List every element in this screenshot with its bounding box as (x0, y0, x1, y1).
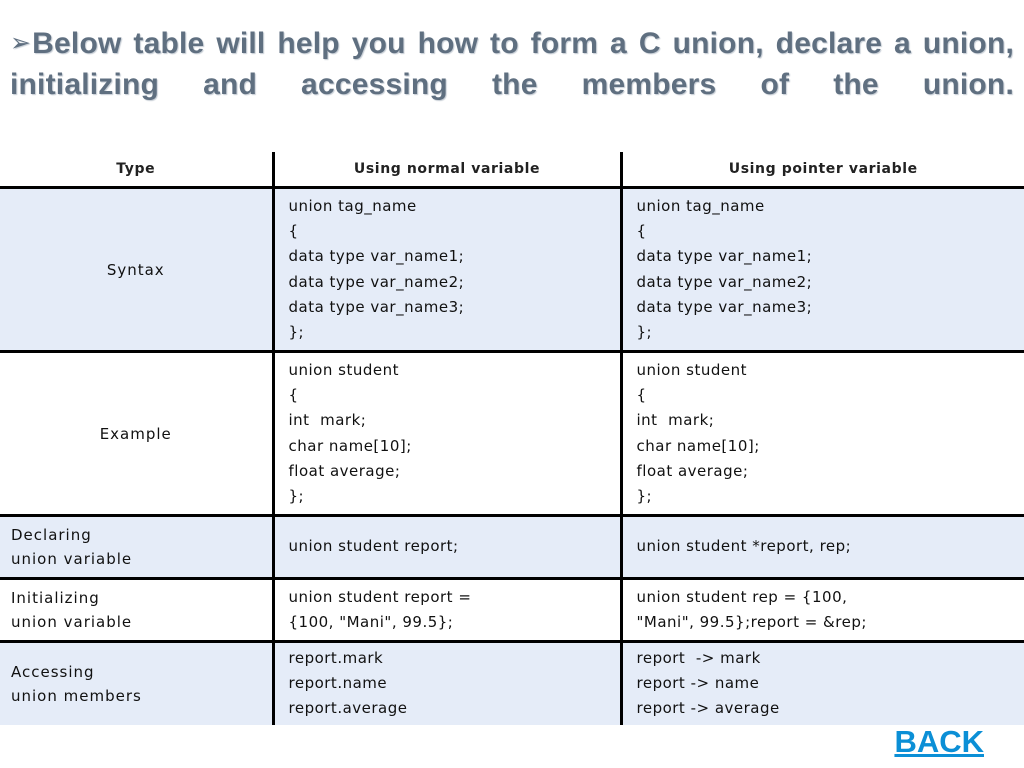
type-cell-declaring: Declaring union variable (0, 516, 273, 579)
table-row-declaring (0, 516, 1024, 579)
slide-heading (10, 22, 1014, 105)
pointer-cell-syntax: union tag_name { data type var_name1; data type var_name2; data type var_name3; }; (621, 188, 1024, 352)
type-cell-accessing: Accessing union members (0, 642, 273, 725)
normal-cell-syntax: union tag_name { data type var_name1; data type var_name2; data type var_name3; }; (273, 188, 621, 352)
normal-cell-example: union student { int mark; char name[10]; float average; }; (273, 352, 621, 516)
pointer-cell-initializing: union student rep = {100, "Mani", 99.5};report = &rep; (621, 579, 1024, 642)
arrow-bullet-icon: ➢ (10, 28, 32, 57)
pointer-cell-example: union student { int mark; char name[10]; float average; }; (621, 352, 1024, 516)
normal-cell-accessing: report.mark report.name report.average (273, 642, 621, 725)
pointer-cell-declaring: union student *report, rep; (621, 516, 1024, 579)
normal-cell-initializing: union student report = {100, "Mani", 99.5}; (273, 579, 621, 642)
normal-cell-declaring: union student report; (273, 516, 621, 579)
back-link[interactable]: BACK (894, 724, 984, 759)
union-table (0, 152, 1024, 725)
table-row-initializing (0, 579, 1024, 642)
table-row-example (0, 352, 1024, 516)
header-type: Type (0, 152, 273, 188)
header-pointer-variable: Using pointer variable (621, 152, 1024, 188)
table-header-row (0, 152, 1024, 188)
heading-text: Below table will help you how to form a C union, declare a union, initializing and accessing the members of the union. (10, 27, 1014, 101)
pointer-cell-accessing: report -> mark report -> name report -> average (621, 642, 1024, 725)
type-cell-syntax: Syntax (0, 188, 273, 352)
type-cell-example: Example (0, 352, 273, 516)
header-normal-variable: Using normal variable (273, 152, 621, 188)
type-cell-initializing: Initializing union variable (0, 579, 273, 642)
table-row-accessing (0, 642, 1024, 725)
table-row-syntax (0, 188, 1024, 352)
